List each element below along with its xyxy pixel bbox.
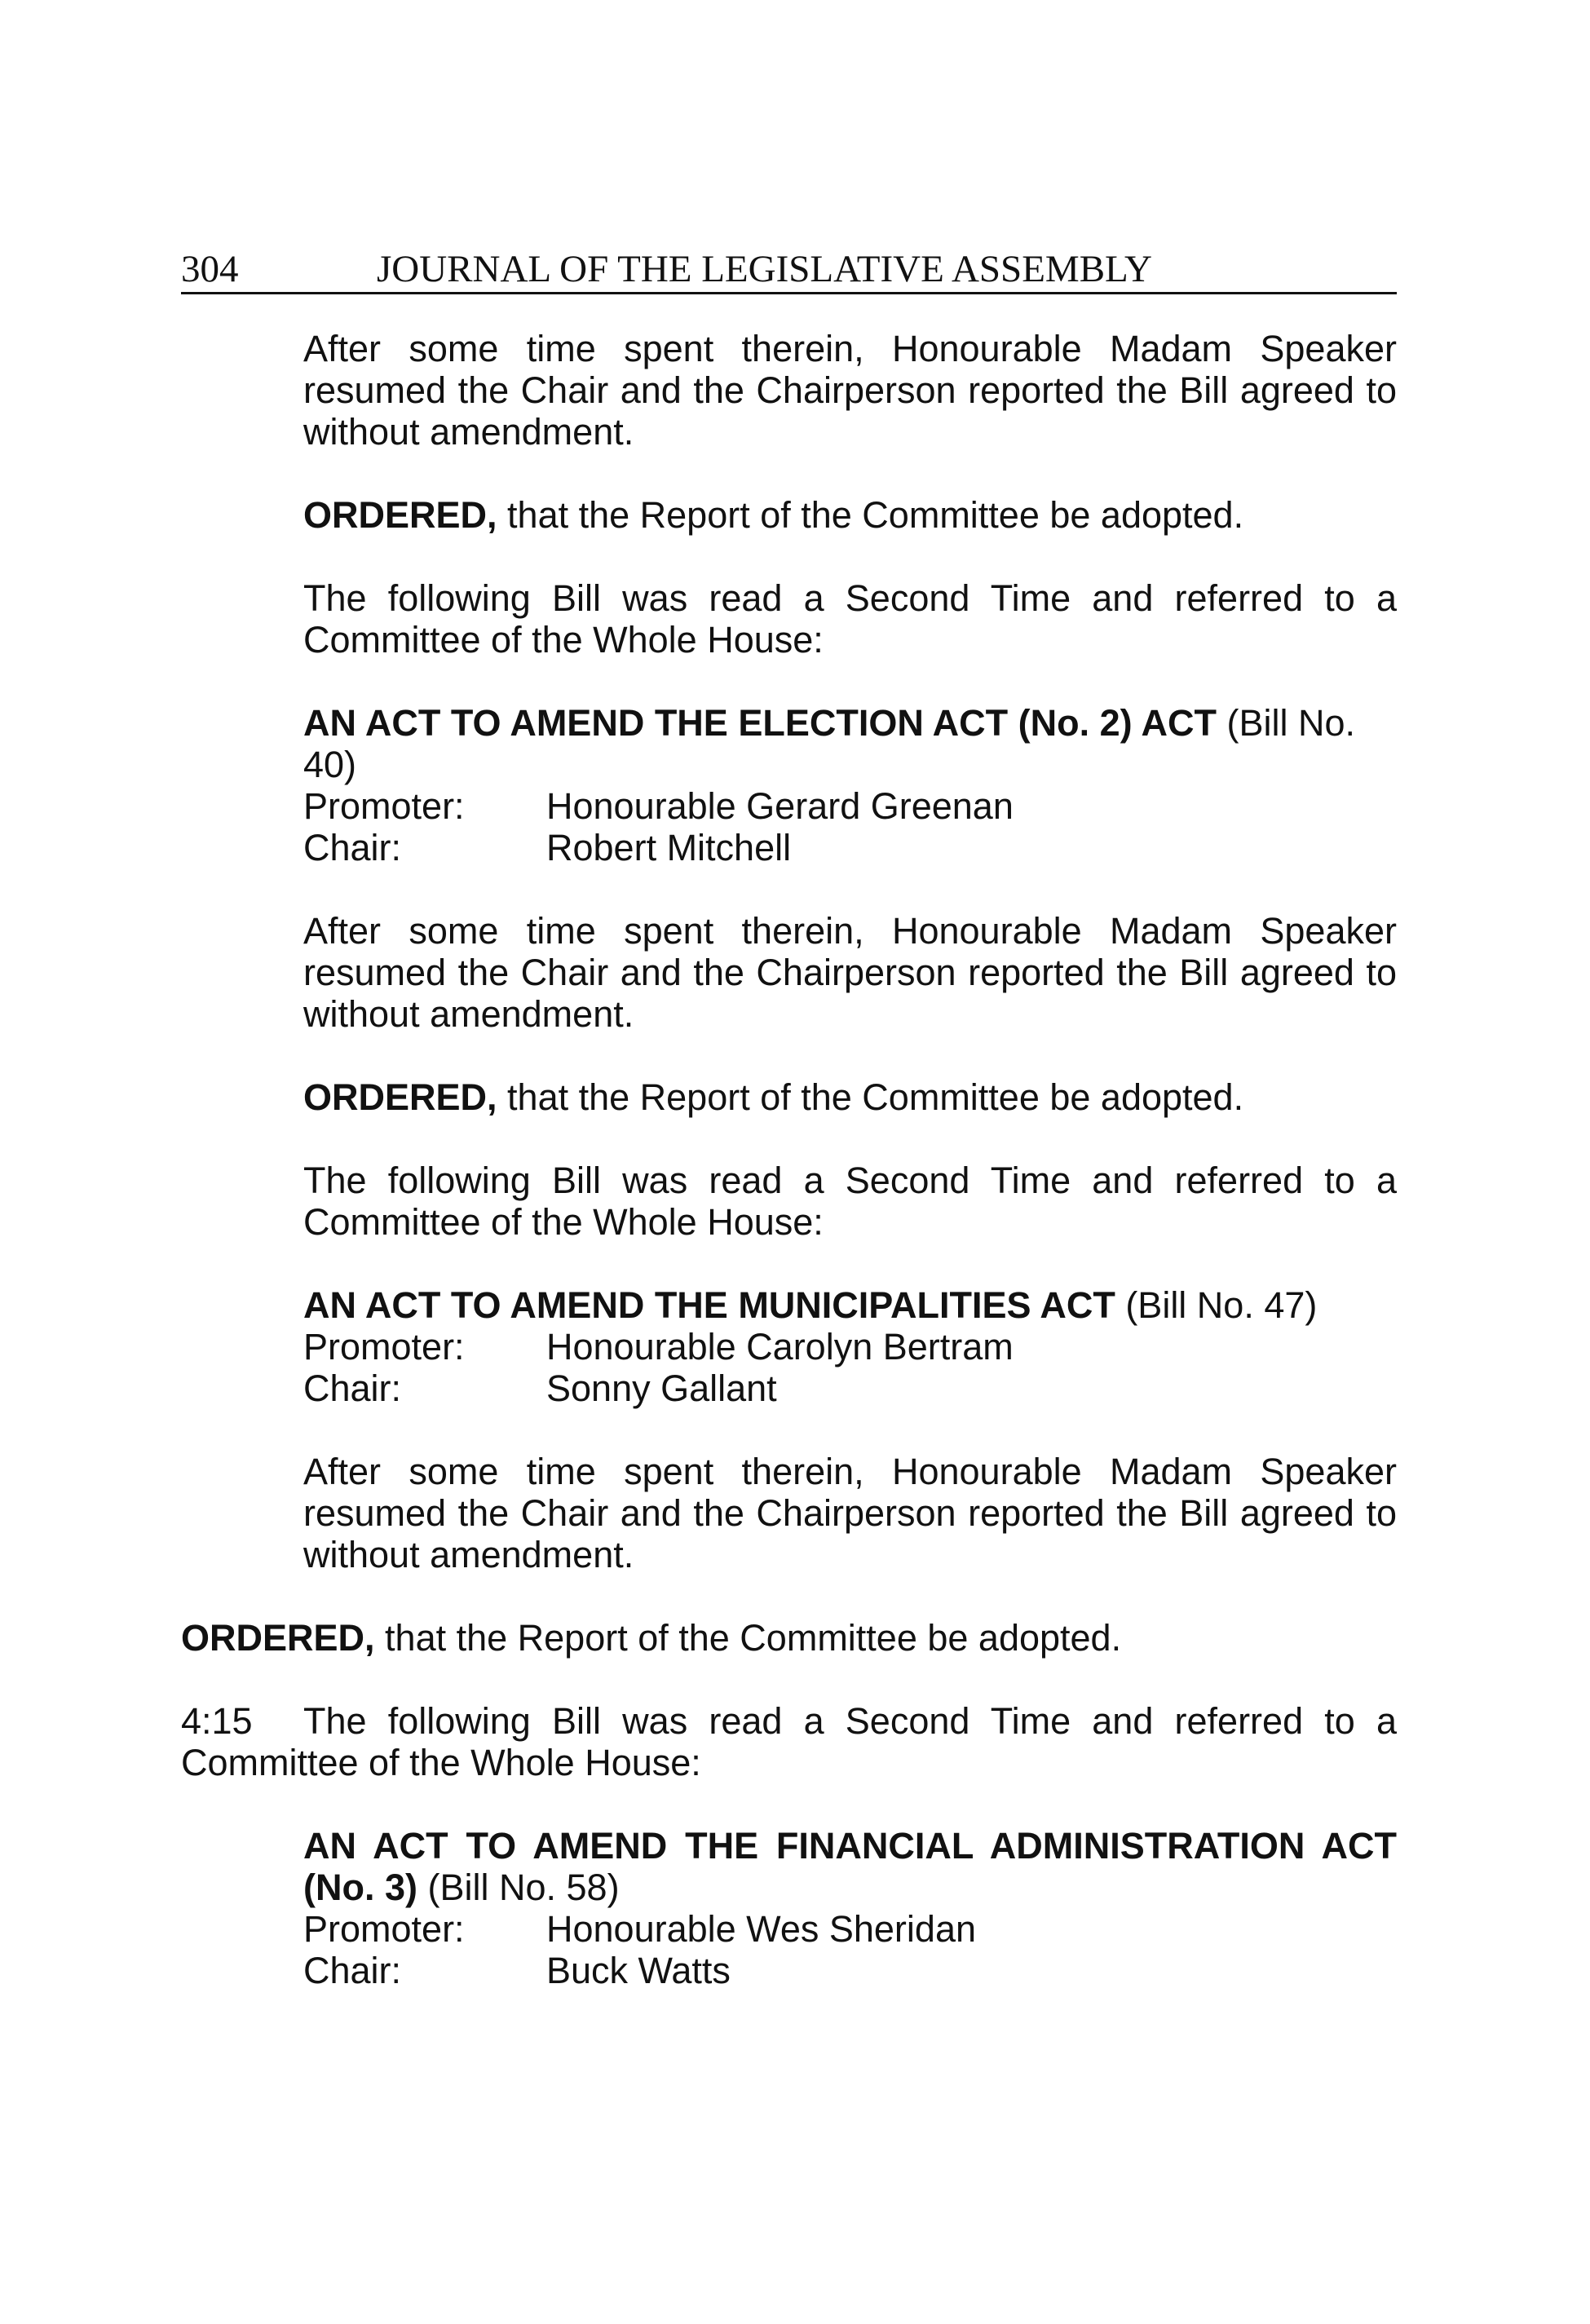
timed-entry <box>181 1700 1397 1783</box>
paragraph-second-reading-2: The following Bill was read a Second Time and referred to a Committee of the Whole House: <box>303 1160 1397 1243</box>
bill-heading <box>303 1825 1397 1908</box>
indented-section-1 <box>181 328 1397 1575</box>
bill-heading <box>303 1284 1397 1326</box>
promoter-row <box>303 1326 1397 1367</box>
bill-heading <box>303 702 1397 785</box>
chair-name: Robert Mitchell <box>546 827 792 868</box>
bill-block-58 <box>303 1825 1397 1991</box>
chair-name: Buck Watts <box>546 1950 731 1991</box>
bill-number: (Bill No. 47) <box>1115 1284 1318 1326</box>
ordered-label: ORDERED, <box>303 1076 497 1118</box>
promoter-label: Promoter: <box>303 785 465 827</box>
paragraph-speaker-resumed-1: After some time spent therein, Honourable Madam Speaker resumed the Chair and the Chairperson reported the Bill agreed to without amendment. <box>303 328 1397 453</box>
journal-title: JOURNAL OF THE LEGISLATIVE ASSEMBLY <box>377 248 1152 290</box>
chair-label: Chair: <box>303 1367 402 1409</box>
paragraph-second-reading-1: The following Bill was read a Second Time and referred to a Committee of the Whole House: <box>303 577 1397 661</box>
page-body <box>181 328 1397 2033</box>
ordered-paragraph-3 <box>181 1617 1397 1659</box>
timed-first-line <box>181 1700 1397 1742</box>
bill-block-47 <box>303 1284 1397 1409</box>
timed-line-continuation: Committee of the Whole House: <box>181 1742 701 1783</box>
ordered-text: that the Report of the Committee be adopted. <box>497 494 1244 536</box>
paragraph-speaker-resumed-3: After some time spent therein, Honourable Madam Speaker resumed the Chair and the Chairperson reported the Bill agreed to without amendment. <box>303 1451 1397 1575</box>
bill-block-40 <box>303 702 1397 868</box>
chair-row <box>303 1367 1397 1409</box>
chair-row <box>303 827 1397 868</box>
promoter-name: Honourable Wes Sheridan <box>546 1908 976 1950</box>
chair-label: Chair: <box>303 1950 402 1991</box>
promoter-row <box>303 785 1397 827</box>
promoter-label: Promoter: <box>303 1908 465 1950</box>
ordered-text: that the Report of the Committee be adopted. <box>497 1076 1244 1118</box>
page-number: 304 <box>181 248 239 290</box>
promoter-name: Honourable Carolyn Bertram <box>546 1326 1014 1367</box>
time-stamp: 4:15 <box>181 1700 253 1742</box>
bill-title: AN ACT TO AMEND THE FINANCIAL ADMINISTRATION ACT (No. 3) <box>303 1825 1397 1908</box>
promoter-row <box>303 1908 1397 1950</box>
ordered-label: ORDERED, <box>303 494 497 536</box>
bill-title: AN ACT TO AMEND THE ELECTION ACT (No. 2) ACT <box>303 702 1217 744</box>
chair-label: Chair: <box>303 827 402 868</box>
paragraph-speaker-resumed-2: After some time spent therein, Honourable Madam Speaker resumed the Chair and the Chairperson reported the Bill agreed to without amendment. <box>303 910 1397 1035</box>
bill-number: (Bill No. 58) <box>417 1867 620 1908</box>
ordered-text: that the Report of the Committee be adopted. <box>374 1617 1122 1659</box>
bill-title: AN ACT TO AMEND THE MUNICIPALITIES ACT <box>303 1284 1115 1326</box>
chair-row <box>303 1950 1397 1991</box>
timed-line-text: The following Bill was read a Second Time and referred to a <box>303 1700 1397 1742</box>
bill-number: (Bill No. 40) <box>303 702 1355 785</box>
promoter-name: Honourable Gerard Greenan <box>546 785 1014 827</box>
ordered-paragraph-2 <box>303 1076 1397 1118</box>
ordered-paragraph-1 <box>303 494 1397 536</box>
chair-name: Sonny Gallant <box>546 1367 777 1409</box>
promoter-label: Promoter: <box>303 1326 465 1367</box>
indented-section-2 <box>181 1825 1397 1991</box>
page-header <box>181 246 1397 294</box>
ordered-label: ORDERED, <box>181 1617 375 1659</box>
